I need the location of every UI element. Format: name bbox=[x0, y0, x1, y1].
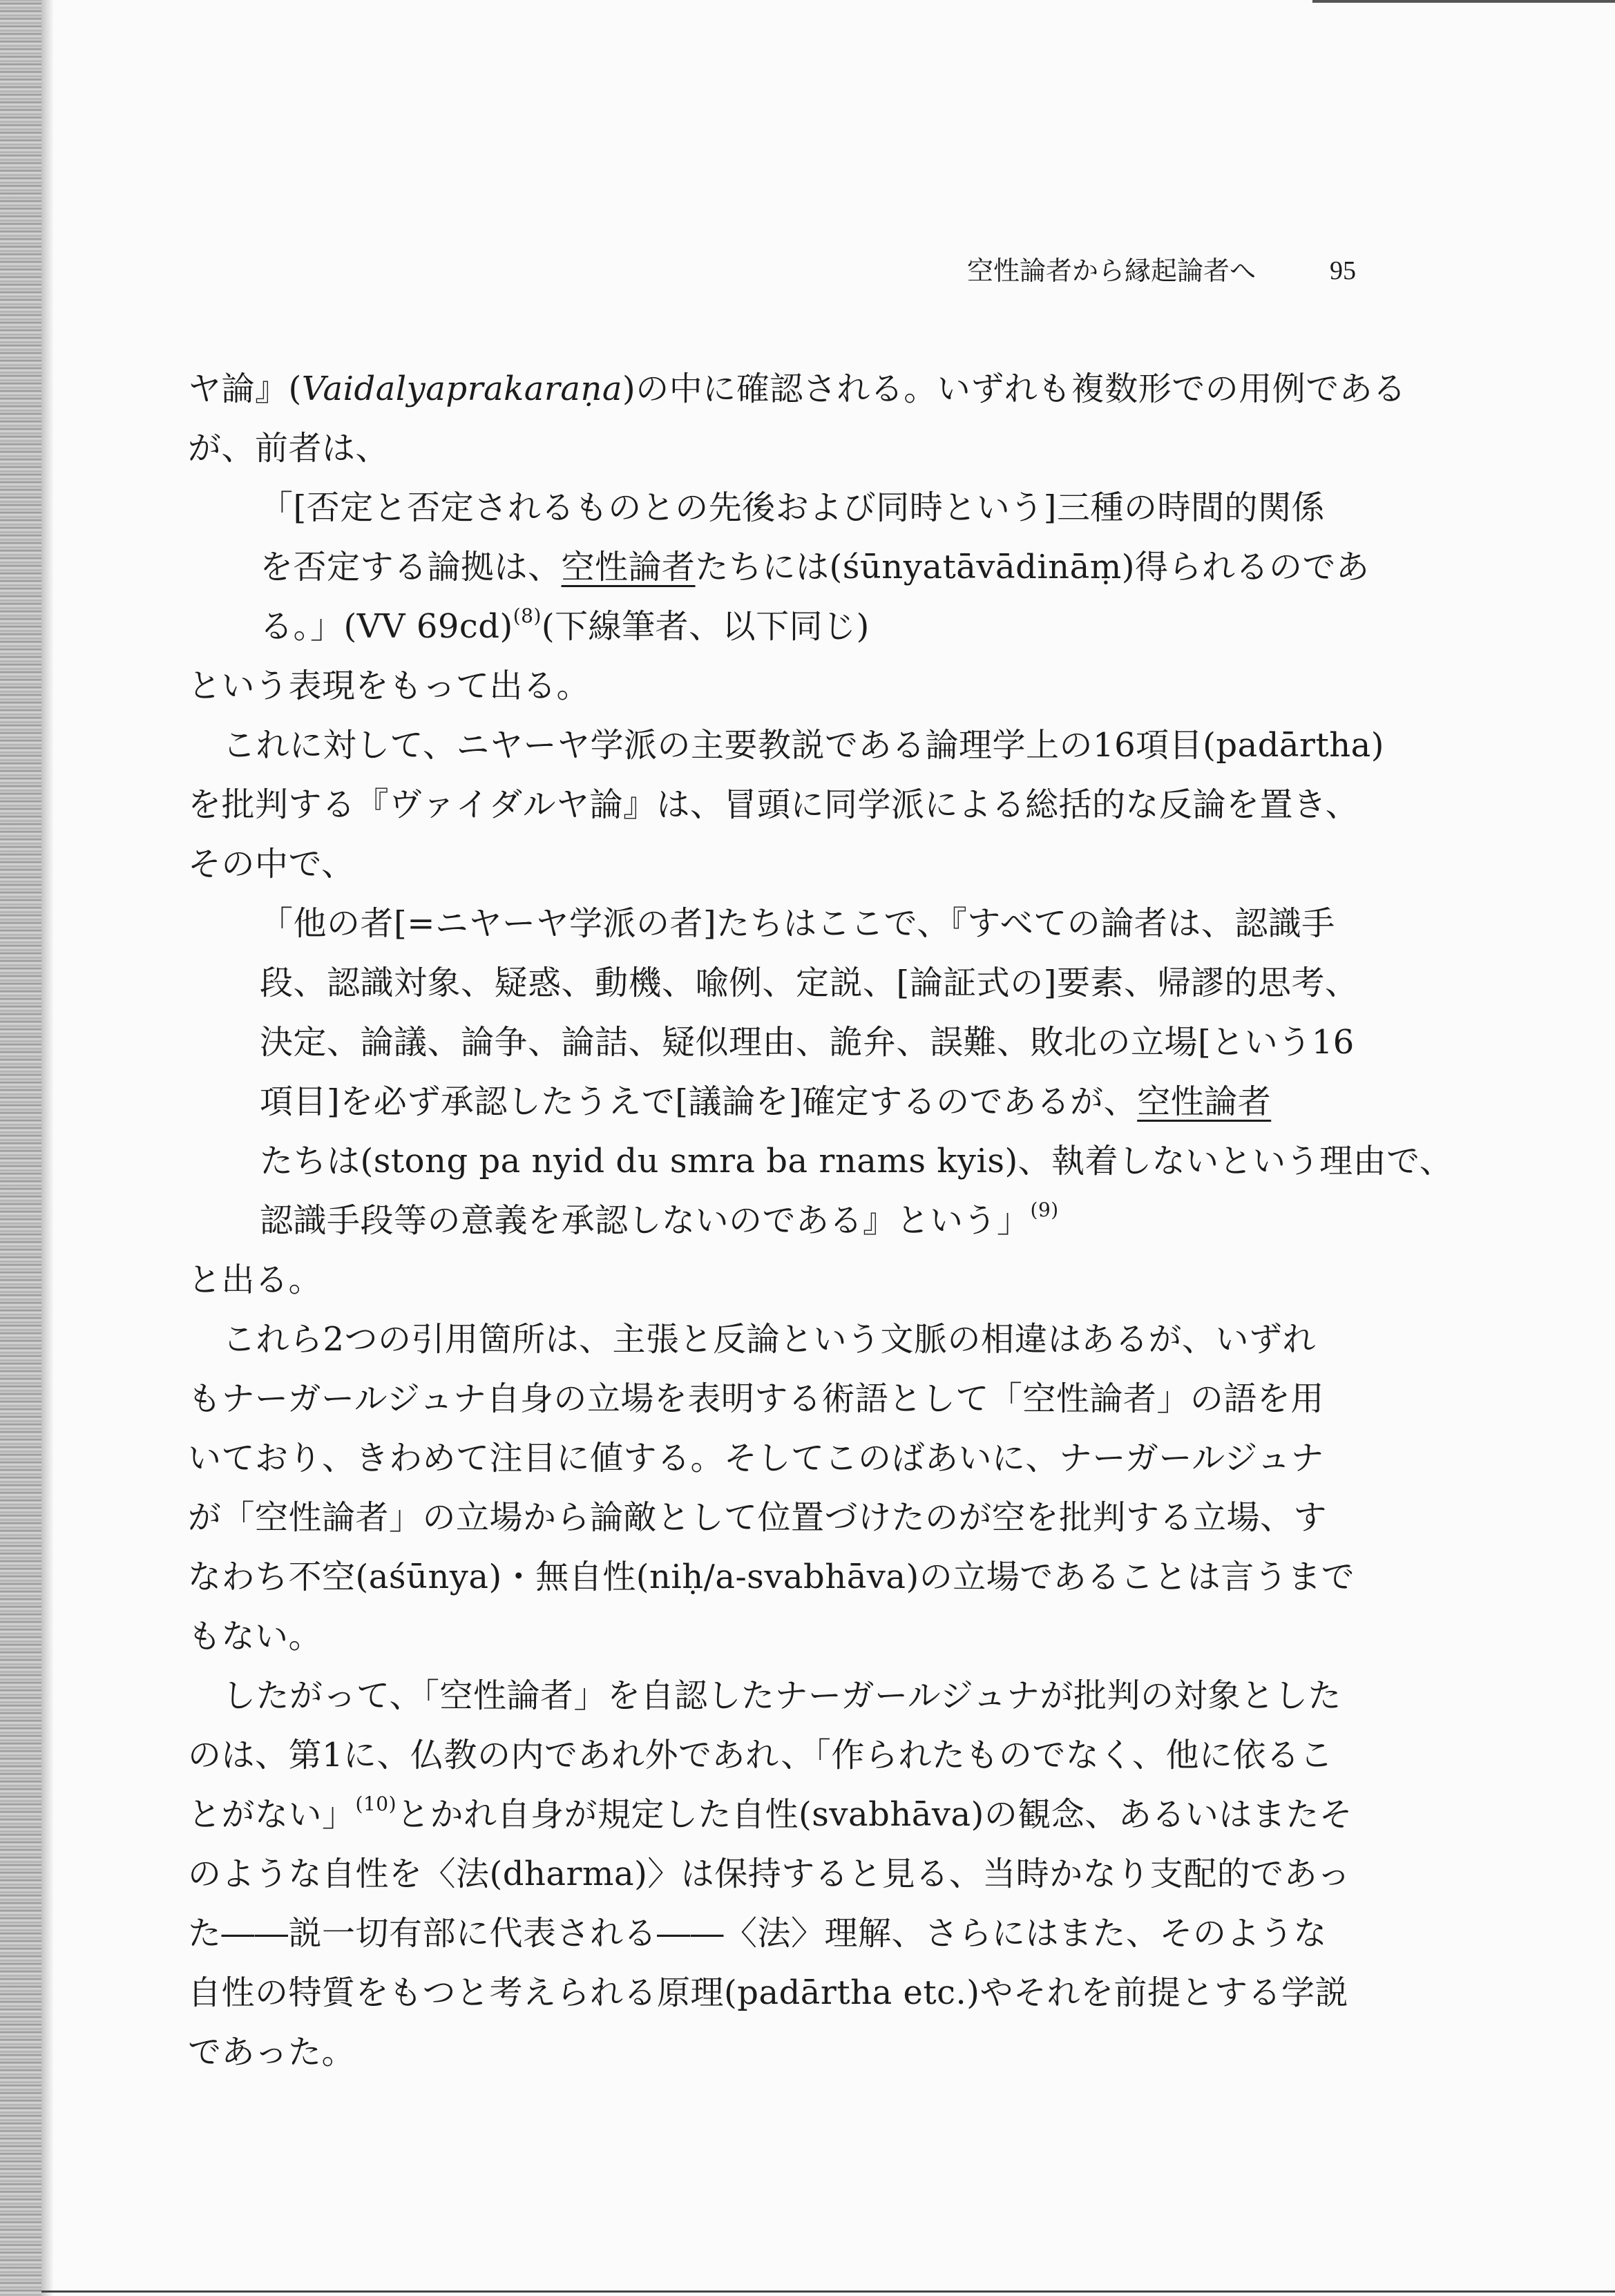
text-segment: る。」(VV 69cd) bbox=[260, 607, 513, 646]
scan-binding-shadow bbox=[41, 0, 54, 2296]
underlined-term: 空性論者 bbox=[561, 548, 696, 586]
text-segment: いており、きわめて注目に値する。そしてこのばあいに、ナーガールジュナ bbox=[188, 1439, 1324, 1477]
body-text-line bbox=[188, 1488, 1390, 1547]
text-segment: たちは(stong pa nyid du smra ba rnams kyis)、執着しないという理由で、 bbox=[260, 1142, 1453, 1180]
body-text-line bbox=[188, 1666, 1390, 1725]
text-segment: 段、認識対象、疑惑、動機、喩例、定説、[論証式の]要素、帰謬的思考、 bbox=[260, 964, 1359, 1002]
body-text-line bbox=[188, 359, 1406, 419]
body-text-line bbox=[188, 716, 1390, 775]
text-segment: 決定、論議、論争、論詰、疑似理由、詭弁、誤難、敗北の立場[という16 bbox=[260, 1023, 1355, 1062]
quoted-text-line bbox=[188, 894, 1390, 953]
quoted-text-line bbox=[188, 953, 1390, 1013]
text-segment: 「[否定と否定されるものとの先後および同時という]三種の時間的関係 bbox=[260, 488, 1325, 527]
body-text-line bbox=[188, 1547, 1390, 1607]
body-text-line bbox=[188, 2022, 1390, 2082]
body-text-line bbox=[188, 1904, 1390, 1963]
scan-top-edge-mark bbox=[1312, 0, 1615, 3]
text-segment: であった。 bbox=[188, 2033, 356, 2072]
text-segment: )の中に確認される。いずれも複数形での用例である bbox=[622, 370, 1406, 408]
text-segment: 認識手段等の意義を承認しないのである』という」 bbox=[260, 1201, 1031, 1240]
body-text-line bbox=[188, 1607, 1390, 1666]
text-segment: これに対して、ニヤーヤ学派の主要教説である論理学上の16項目(padārtha) bbox=[222, 726, 1385, 765]
scan-binding-edge bbox=[0, 0, 41, 2296]
quoted-text-line bbox=[188, 1131, 1453, 1191]
quoted-text-line bbox=[188, 478, 1390, 537]
text-segment: が、前者は、 bbox=[188, 429, 390, 468]
running-head bbox=[967, 250, 1382, 291]
quoted-text-line bbox=[188, 1072, 1390, 1131]
body-text-line bbox=[188, 1369, 1390, 1428]
footnote-marker: (8) bbox=[513, 604, 542, 627]
footnote-marker: (9) bbox=[1030, 1198, 1059, 1221]
text-segment: もナーガールジュナ自身の立場を表明する術語として「空性論者」の語を用 bbox=[188, 1379, 1324, 1418]
text-segment: が「空性論者」の立場から論敵として位置づけたのが空を批判する立場、す bbox=[188, 1498, 1328, 1537]
text-segment: 項目]を必ず承認したうえで[議論を]確定するのであるが、 bbox=[260, 1082, 1138, 1121]
text-segment: なわち不空(aśūnya)・無自性(niḥ/a-svabhāva)の立場であることは言うまで bbox=[188, 1558, 1355, 1596]
text-segment: と出る。 bbox=[188, 1261, 323, 1299]
text-segment: たちには(śūnyatāvādināṃ)得られるのであ bbox=[695, 548, 1370, 586]
underlined-term: 空性論者 bbox=[1137, 1082, 1272, 1121]
text-segment: という表現をもって出る。 bbox=[188, 667, 591, 705]
body-text-line bbox=[188, 1250, 1390, 1310]
body-text-line bbox=[188, 656, 1390, 716]
text-segment: を否定する論拠は、 bbox=[260, 548, 562, 586]
text-segment: 「他の者[=ニヤーヤ学派の者]たちはここで、『すべての論者は、認識手 bbox=[260, 904, 1335, 943]
text-segment: を批判する『ヴァイダルヤ論』は、冒頭に同学派による総括的な反論を置き、 bbox=[188, 785, 1359, 824]
body-text-line bbox=[188, 1844, 1390, 1904]
text-segment: 自性の特質をもつと考えられる原理(padārtha etc.)やそれを前提とする学説 bbox=[188, 1973, 1349, 2012]
text-segment: のは、第1に、仏教の内であれ外であれ、「作られたものでなく、他に依るこ bbox=[188, 1736, 1333, 1774]
text-segment: のような自性を〈法(dharma)〉は保持すると見る、当時かなり支配的であっ bbox=[188, 1855, 1351, 1893]
text-segment: もない。 bbox=[188, 1617, 323, 1656]
quoted-text-line bbox=[188, 1191, 1390, 1250]
quoted-text-line bbox=[188, 597, 1390, 656]
body-text-line bbox=[188, 419, 1390, 478]
body-text bbox=[188, 359, 1453, 2082]
text-segment: その中で、 bbox=[188, 845, 355, 883]
body-text-line bbox=[188, 775, 1390, 834]
body-text-line bbox=[188, 1963, 1390, 2022]
text-segment: とかれ自身が規定した自性(svabhāva)の観念、あるいはまたそ bbox=[396, 1795, 1353, 1834]
quoted-text-line bbox=[188, 537, 1390, 597]
body-text-line bbox=[188, 1310, 1390, 1369]
scan-bottom-edge-mark bbox=[41, 2290, 1615, 2293]
body-text-line bbox=[188, 1785, 1390, 1844]
body-text-line bbox=[188, 1725, 1390, 1785]
text-segment: ヤ論』( bbox=[188, 370, 302, 408]
footnote-marker: (10) bbox=[355, 1792, 396, 1815]
running-head-title: 空性論者から縁起論者へ bbox=[967, 256, 1256, 286]
body-text-line bbox=[188, 834, 1390, 894]
text-segment: (下線筆者、以下同じ) bbox=[541, 607, 870, 646]
quoted-text-line bbox=[188, 1013, 1390, 1072]
text-segment: したがって、「空性論者」を自認したナーガールジュナが批判の対象とした bbox=[222, 1676, 1341, 1715]
italic-title: Vaidalyaprakaraṇa bbox=[301, 370, 622, 408]
text-segment: た――説一切有部に代表される――〈法〉理解、さらにはまた、そのような bbox=[188, 1914, 1328, 1953]
text-segment: これら2つの引用箇所は、主張と反論という文脈の相違はあるが、いずれ bbox=[222, 1320, 1317, 1359]
text-segment: とがない」 bbox=[188, 1795, 356, 1834]
body-text-line bbox=[188, 1428, 1390, 1488]
page-number: 95 bbox=[1330, 256, 1356, 285]
